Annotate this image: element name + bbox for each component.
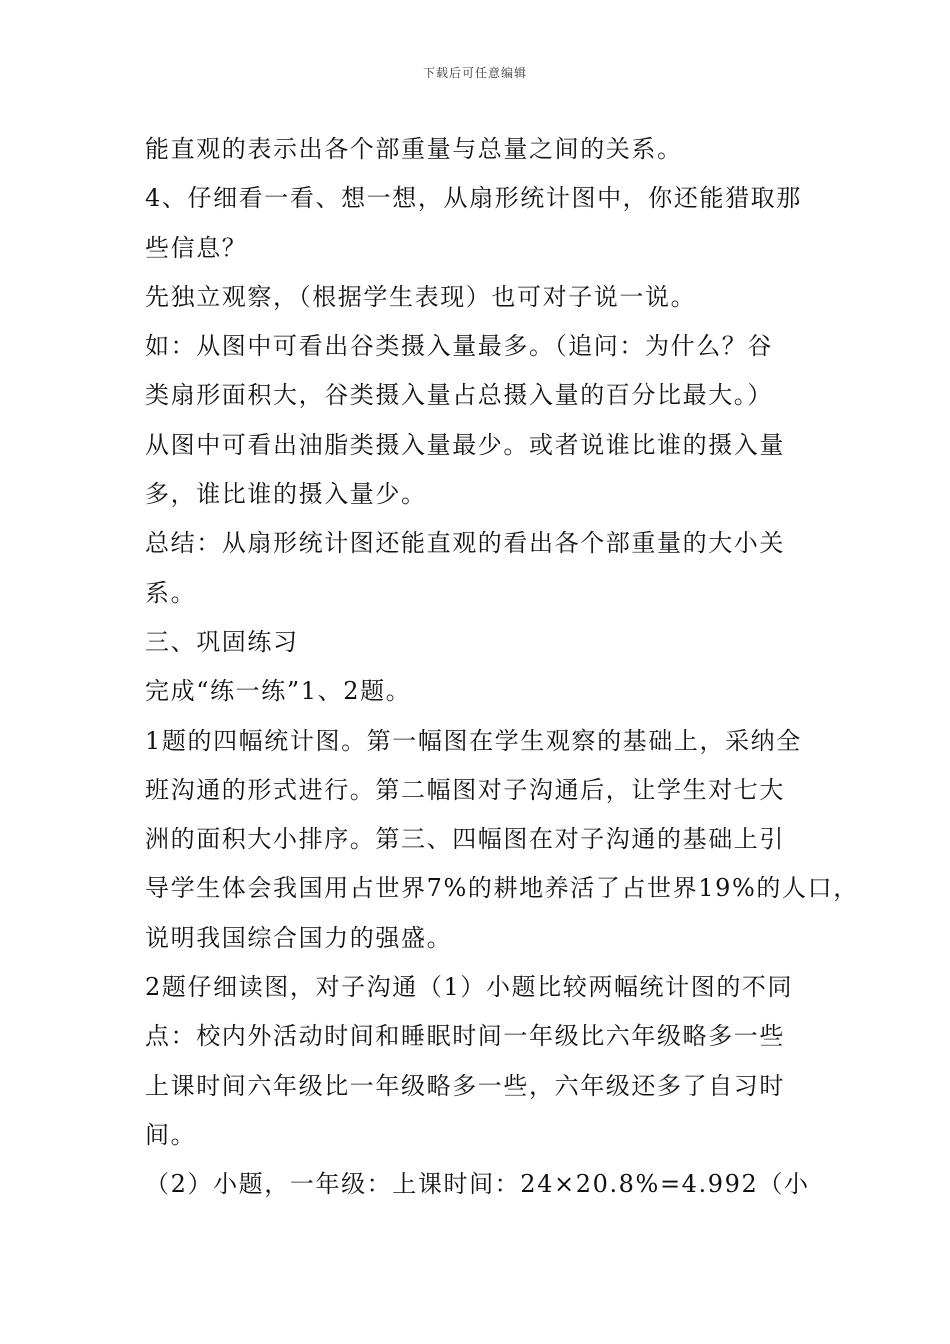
- text-line: 先独立观察，（根据学生表现）也可对子说一说。: [145, 282, 697, 311]
- text-line: 总结：从扇形统计图还能直观的看出各个部重量的大小关: [145, 529, 785, 558]
- section-heading: 三、巩固练习: [145, 627, 299, 656]
- text-line: 点：校内外活动时间和睡眠时间一年级比六年级略多一些: [145, 1022, 785, 1051]
- text-line: 1题的四幅统计图。第一幅图在学生观察的基础上，采纳全: [145, 726, 802, 755]
- text-line: 系。: [145, 578, 197, 607]
- text-line: 些信息？: [145, 233, 248, 262]
- text-line: 完成“练一练”1、2题。: [145, 677, 412, 706]
- text-line: 多，谁比谁的摄入量少。: [145, 480, 427, 509]
- text-line: 能直观的表示出各个部重量与总量之间的关系。: [145, 135, 683, 163]
- text-line: 间。: [145, 1120, 197, 1149]
- text-line: 如：从图中可看出谷类摄入量最多。（追问：为什么？谷: [145, 332, 773, 361]
- text-line: 2题仔细读图，对子沟通（1）小题比较两幅统计图的不同: [145, 973, 794, 1002]
- text-line: 4、仔细看一看、想一想，从扇形统计图中，你还能猎取那: [145, 184, 802, 213]
- text-line: 导学生体会我国用占世界7%的耕地养活了占世界19%的人口，: [145, 874, 859, 903]
- text-line: 洲的面积大小排序。第三、四幅图在对子沟通的基础上引: [145, 825, 785, 854]
- document-body: [145, 125, 859, 1210]
- text-line: （2）小题，一年级：上课时间：24×20.8%=4.992（小: [145, 1170, 810, 1199]
- text-line: 类扇形面积大，谷类摄入量占总摄入量的百分比最大。）: [145, 381, 773, 410]
- page-header: 下载后可任意编辑: [422, 66, 527, 80]
- text-line: 从图中可看出油脂类摄入量最少。或者说谁比谁的摄入量: [145, 430, 785, 459]
- text-line: 班沟通的形式进行。第二幅图对子沟通后，让学生对七大: [145, 775, 785, 804]
- text-line: 说明我国综合国力的强盛。: [145, 923, 453, 952]
- text-line: 上课时间六年级比一年级略多一些，六年级还多了自习时: [145, 1071, 785, 1100]
